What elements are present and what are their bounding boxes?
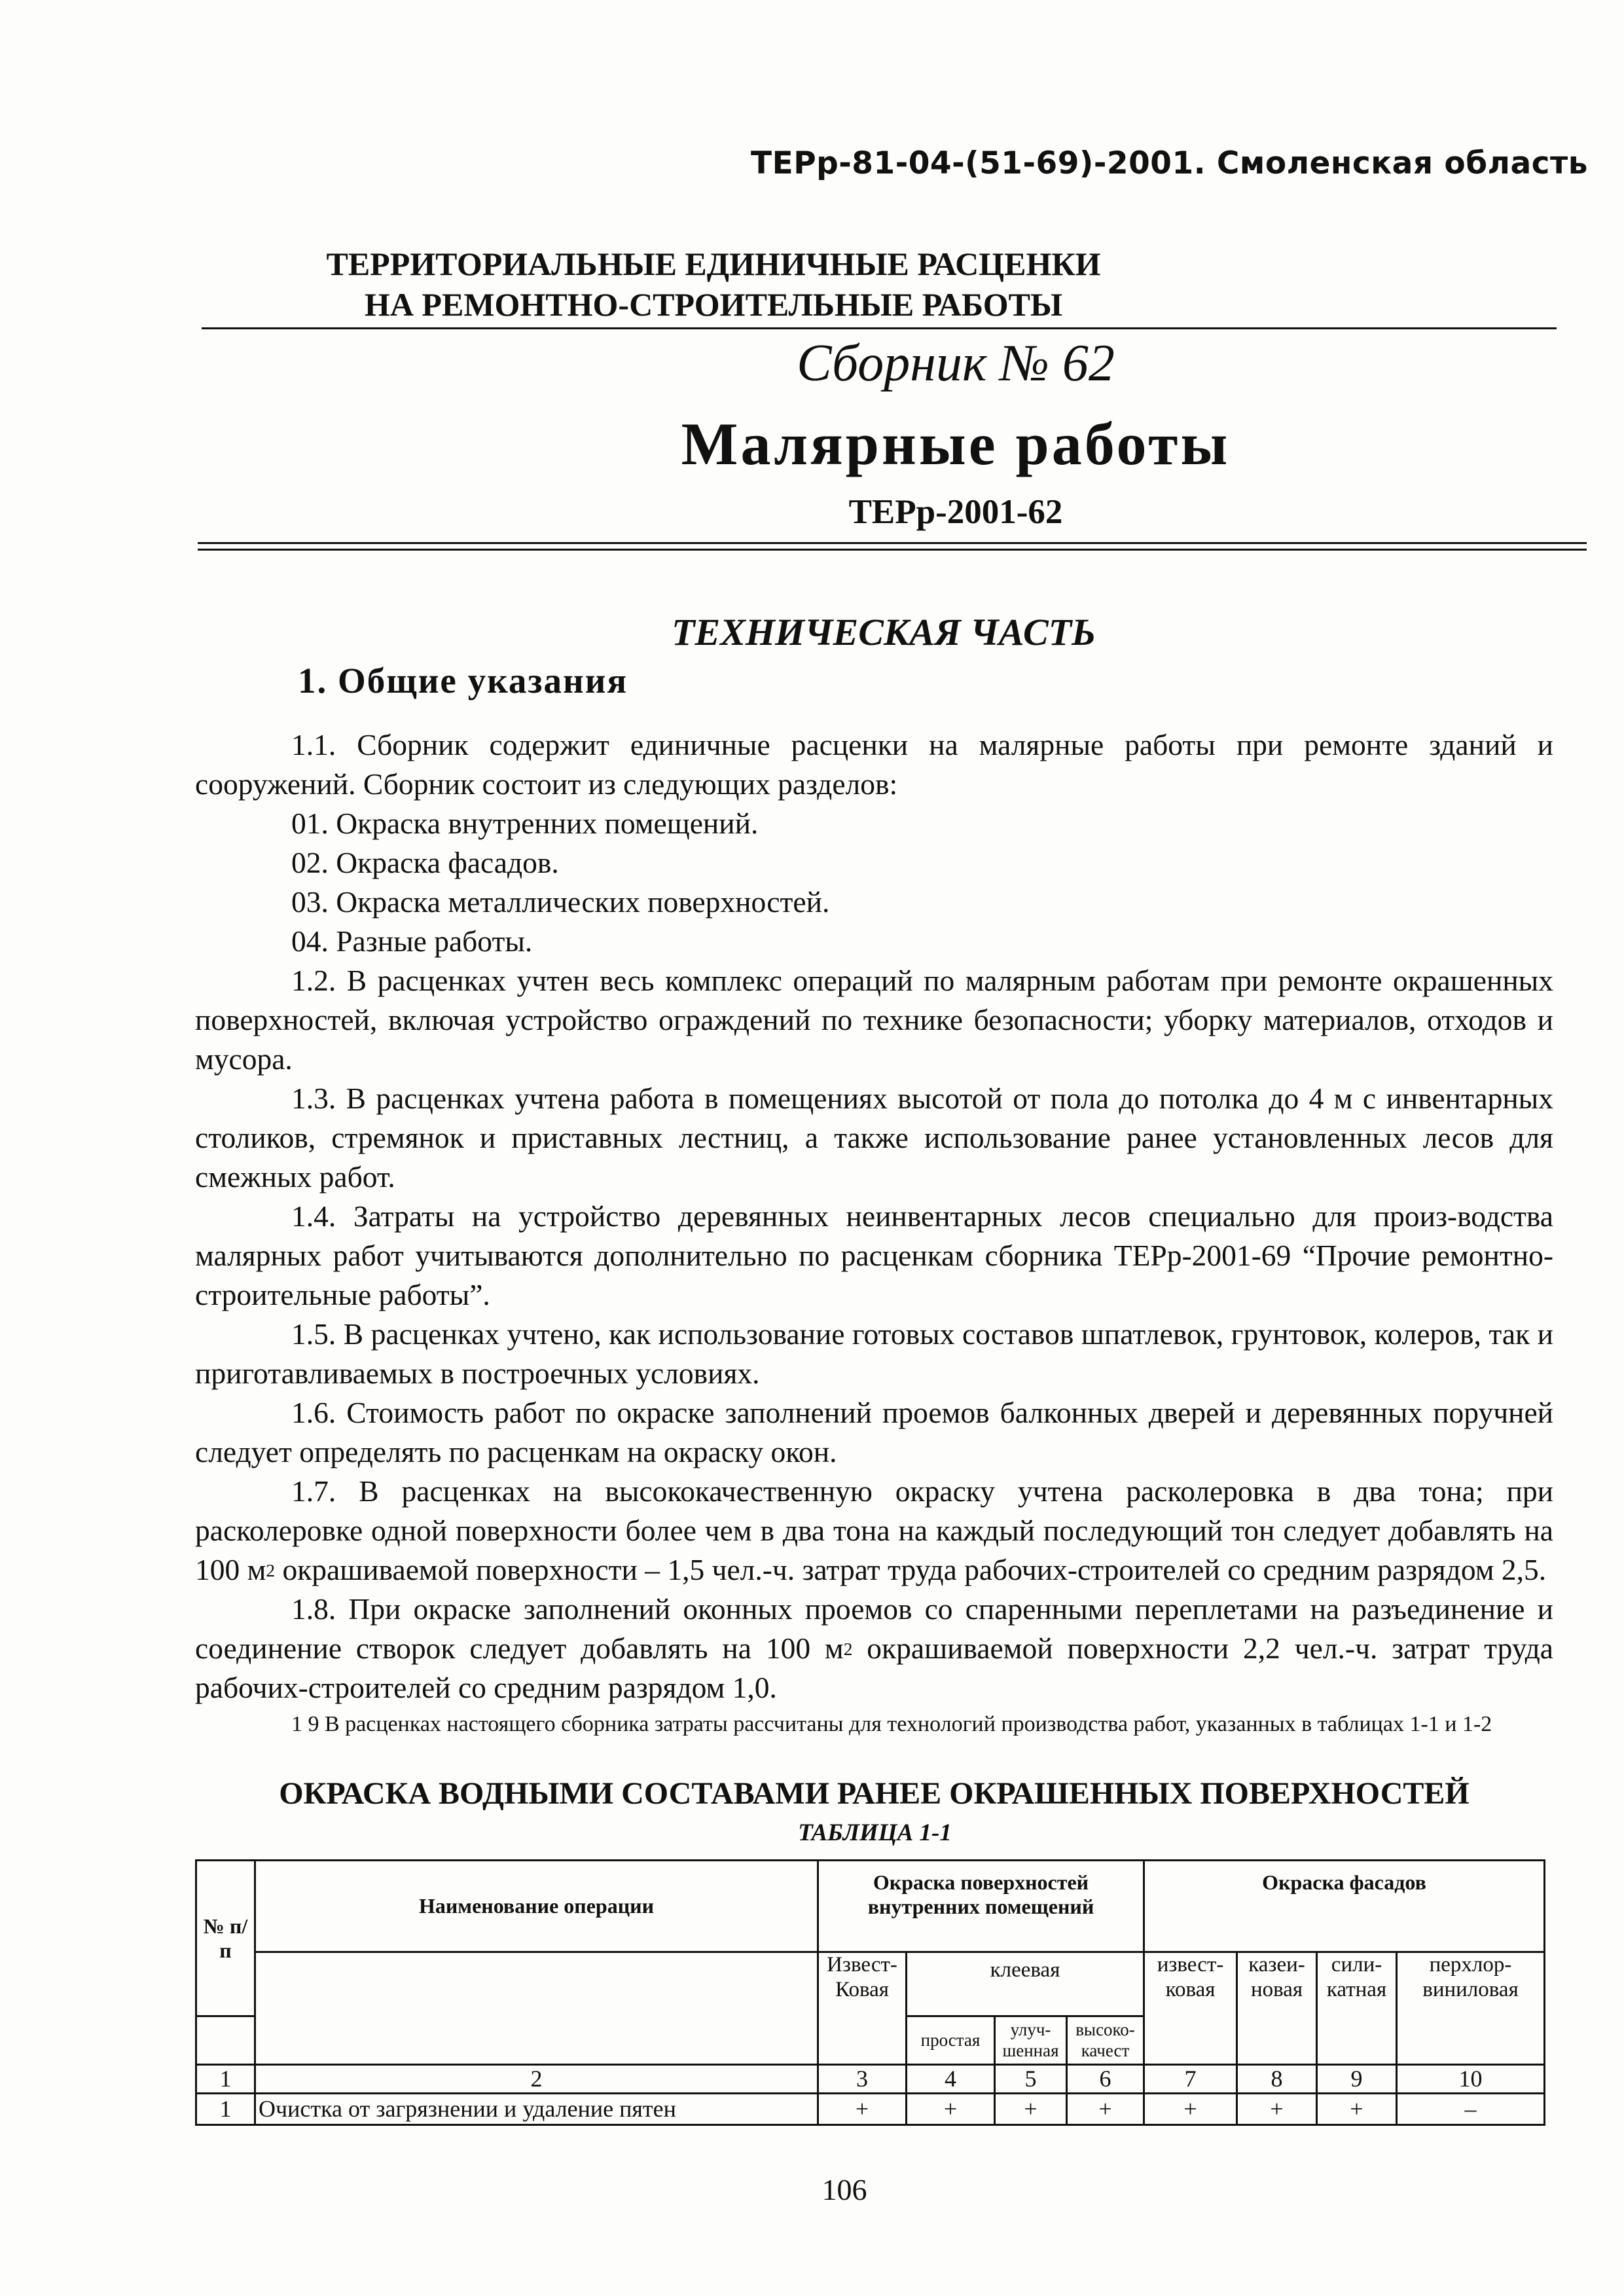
column-number: 4 [907, 2065, 995, 2094]
row-value: + [1317, 2094, 1397, 2125]
row-operation-name: Очистка от загрязнении и удаление пятен [255, 2094, 818, 2125]
header-casein: казеи-новая [1237, 1952, 1317, 2065]
operations-table [195, 1859, 1545, 2126]
column-number: 8 [1237, 2065, 1317, 2094]
row-value: + [1237, 2094, 1317, 2125]
collection-number: Сборник № 62 [797, 335, 1115, 392]
work-title: Малярные работы [681, 410, 1231, 477]
header-perchlorvinyl: перхлор-виниловая [1397, 1952, 1545, 2065]
page-number: 106 [821, 2173, 867, 2206]
technical-part-body [195, 725, 1553, 1738]
row-value: – [1397, 2094, 1545, 2125]
technical-part-heading: ТЕХНИЧЕСКАЯ ЧАСТЬ [672, 611, 1096, 653]
table-row [196, 2094, 1545, 2125]
column-number: 2 [255, 2065, 818, 2094]
paragraph-1-3: 1.3. В расценках учтена работа в помещениях высотой от пола до потолка до 4 м с инвентарных столиков, стремянок и приставных лестниц, а также использование ранее установленных лесов для смежных работ. [195, 1082, 1553, 1194]
table-caption: ТАБЛИЦА 1-1 [798, 1819, 952, 1846]
document-title [203, 244, 1224, 325]
row-value: + [995, 2094, 1067, 2125]
title-line-1: ТЕРРИТОРИАЛЬНЫЕ ЕДИНИЧНЫЕ РАСЦЕНКИ [326, 246, 1101, 282]
header-glue: клеевая [907, 1952, 1144, 2016]
paragraph-1-6: 1.6. Стоимость работ по окраске заполнений проемов балконных дверей и деревянных поручней следует определять по расценкам на окраску окон. [195, 1396, 1553, 1468]
row-value: + [1067, 2094, 1144, 2125]
paragraph-1-9: 1 9 В расценках настоящего сборника затраты рассчитаны для технологий производства работ, указанных в таблицах 1-1 и 1-2 [291, 1712, 1492, 1736]
section-list-item: 02. Окраска фасадов. [291, 846, 559, 879]
column-number: 6 [1067, 2065, 1144, 2094]
double-rule-bottom [198, 549, 1587, 551]
row-value: + [1144, 2094, 1237, 2125]
paragraph-1-8: 1.8. При окраске заполнений оконных проемов со спаренными переплетами на разъединение и соединение створок следует добавлять на 100 $м^2$ окрашиваемой поверхности 2,2 чел.-ч. затрат труда рабочих-строителей со средним разрядом 1,0. [195, 1592, 1553, 1704]
header-simple: простая [907, 2016, 995, 2065]
row-num: 1 [196, 2094, 255, 2125]
column-number: 1 [196, 2065, 255, 2094]
section-list-item: 03. Окраска металлических поверхностей. [291, 885, 830, 919]
header-operation: Наименование операции [255, 1861, 818, 1952]
collection-code: ТЕРр-2001-62 [848, 493, 1063, 531]
column-number: 3 [818, 2065, 907, 2094]
title-line-2: НА РЕМОНТНО-СТРОИТЕЛЬНЫЕ РАБОТЫ [364, 286, 1063, 323]
paragraph-1-7: 1.7. В расценках на высококачественную окраску учтена расколеровка в два тона; при расколеровке одной поверхности более чем в два тона на каждый последующий тон следует добавлять на 100 $м^2$ окрашиваемой поверхности – 1,5 чел.-ч. затрат труда рабочих-строителей со средним разрядом 2,5. [195, 1474, 1553, 1586]
header-improved: улуч-шенная [995, 2016, 1067, 2065]
header-lime-facade: извест-ковая [1144, 1952, 1237, 2065]
header-num-spacer [196, 2016, 255, 2065]
paragraph-1-2: 1.2. В расценках учтен весь комплекс операций по малярным работам при ремонте окрашенных поверхностей, включая устройство ограждений по технике безопасности; уборку материалов, отходов и мусора. [195, 964, 1553, 1076]
paragraph-1-4: 1.4. Затраты на устройство деревянных неинвентарных лесов специально для произ-водства малярных работ учитываются дополнительно по расценкам сборника ТЕРр-2001-69 “Прочие ремонтно-строительные работы”. [195, 1199, 1553, 1311]
header-num: № п/п [196, 1861, 255, 2016]
table-title: ОКРАСКА ВОДНЫМИ СОСТАВАМИ РАНЕЕ ОКРАШЕННЫХ ПОВЕРХНОСТЕЙ [279, 1776, 1470, 1811]
column-number: 9 [1317, 2065, 1397, 2094]
row-value: + [907, 2094, 995, 2125]
header-operation-spacer [255, 1952, 818, 2065]
section-list-item: 04. Разные работы. [291, 924, 533, 958]
running-header: ТЕРр-81-04-(51-69)-2001. Смоленская область [751, 145, 1588, 181]
title-divider [202, 327, 1557, 329]
column-number: 5 [995, 2065, 1067, 2094]
column-number: 7 [1144, 2065, 1237, 2094]
header-facades: Окраска фасадов [1144, 1861, 1545, 1952]
column-number: 10 [1397, 2065, 1545, 2094]
paragraph-1-5: 1.5. В расценках учтено, как использование готовых составов шпатлевок, грунтовок, колеров, так и приготавливаемых в построечных условиях. [195, 1317, 1553, 1390]
header-silicate: сили-катная [1317, 1952, 1397, 2065]
header-lime-interior: Извест-Ковая [818, 1952, 907, 2065]
paragraph-1-1: 1.1. Сборник содержит единичные расценки на малярные работы при ремонте зданий и сооружений. Сборник состоит из следующих разделов: [195, 728, 1553, 801]
header-high-quality: высоко-качест [1067, 2016, 1144, 2065]
double-rule-top [198, 542, 1587, 544]
row-value: + [818, 2094, 907, 2125]
section-list-item: 01. Окраска внутренних помещений. [291, 807, 759, 840]
header-interior: Окраска поверхностей внутренних помещений [818, 1861, 1144, 1952]
section-heading: 1. Общие указания [298, 661, 628, 701]
